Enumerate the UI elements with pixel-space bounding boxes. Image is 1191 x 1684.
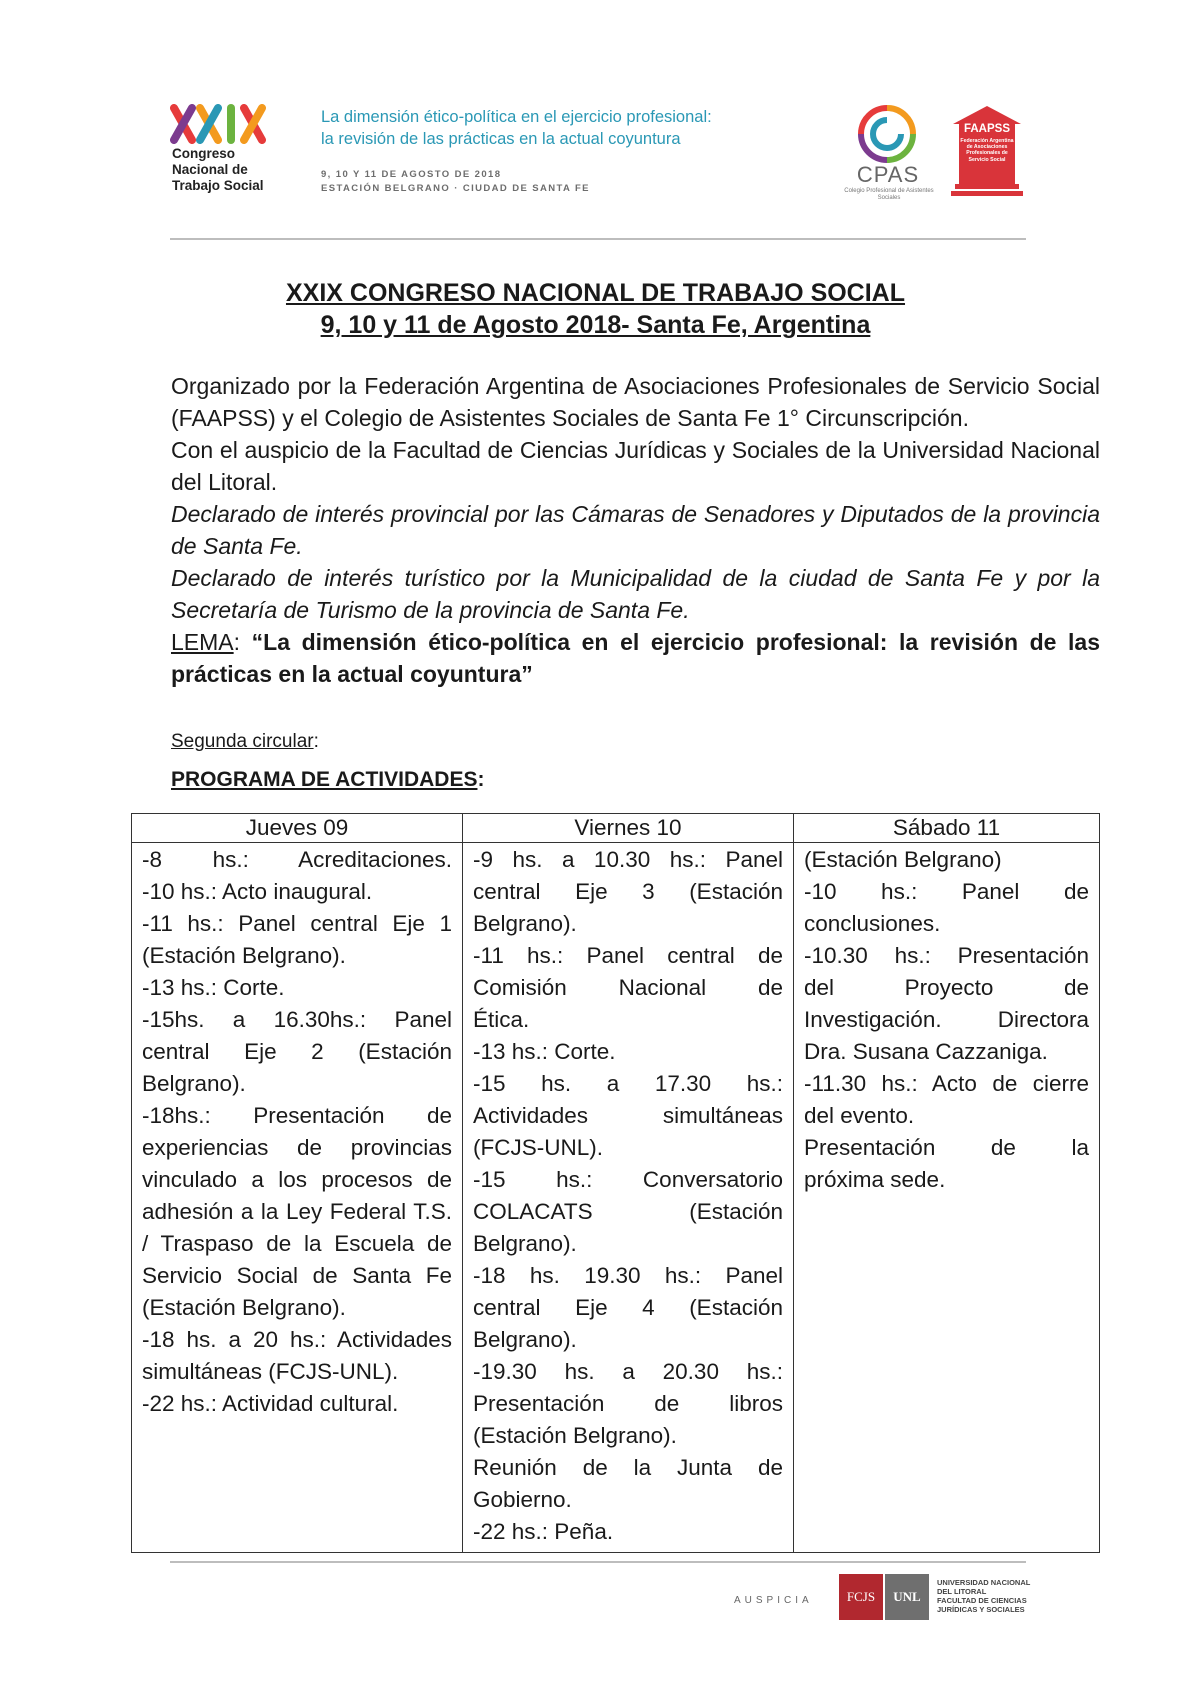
schedule-entry-line: (Estación Belgrano). <box>473 1423 677 1448</box>
schedule-entry-line: central Eje 4 (Estación <box>473 1295 783 1320</box>
intro-lema <box>171 626 1100 690</box>
lema-colon: : <box>233 629 252 655</box>
schedule-entry-line: del evento. <box>804 1103 915 1128</box>
schedule-entry-line: -10 hs.: Panel de <box>804 879 1089 904</box>
schedule-entry-line: -18 hs. 19.30 hs.: Panel <box>473 1263 783 1288</box>
schedule-entry-line: adhesión a la Ley Federal T.S. <box>142 1199 452 1224</box>
schedule-entry-line: Dra. Susana Cazzaniga. <box>804 1039 1048 1064</box>
intro-auspicio: Con el auspicio de la Facultad de Ciencias Jurídicas y Sociales de la Universidad Nacional del Litoral. <box>171 437 1100 495</box>
schedule-entry-line: central Eje 2 (Estación <box>142 1039 452 1064</box>
schedule-entry-line: -18hs.: Presentación de <box>142 1103 452 1128</box>
header-jueves: Jueves 09 <box>132 814 463 843</box>
header-sabado: Sábado 11 <box>794 814 1100 843</box>
schedule-entry-line: Ética. <box>473 1007 530 1032</box>
schedule-entry-line: -22 hs.: Peña. <box>473 1519 614 1544</box>
fcjs-logo: FCJS <box>839 1574 883 1620</box>
faapss-wordmark: FAAPSS <box>963 123 1010 135</box>
unl-line: UNIVERSIDAD NACIONAL <box>937 1578 1031 1587</box>
cpas-wordmark: CPAS <box>856 162 920 187</box>
schedule-header-row <box>132 814 1100 843</box>
schedule-entry-line: -10 hs.: Acto inaugural. <box>142 879 373 904</box>
schedule-table <box>131 813 1100 1553</box>
schedule-entry-line: Presentación de libros <box>473 1391 783 1416</box>
schedule-entry-line: -11 hs.: Panel central de <box>473 943 783 968</box>
schedule-entry-line: -15hs. a 16.30hs.: Panel <box>142 1007 452 1032</box>
schedule-entry-line: -15 hs.: Conversatorio <box>473 1167 783 1192</box>
header-divider <box>170 238 1026 240</box>
schedule-entry-line: -11 hs.: Panel central Eje 1 <box>142 911 452 936</box>
schedule-entry-line: (FCJS-UNL). <box>473 1135 603 1160</box>
schedule-entry-line: (Estación Belgrano) <box>804 847 1002 872</box>
cpas-subtitle: Colegio Profesional de Asistentes Sociales <box>844 188 934 201</box>
intro-interes-turistico: Declarado de interés turístico por la Municipalidad de la ciudad de Santa Fe y por la Secretaría de Turismo de la provincia de Santa Fe. <box>171 565 1100 623</box>
intro-block <box>171 370 1100 690</box>
intro-organizado: Organizado por la Federación Argentina de Asociaciones Profesionales de Servicio Social (FAAPSS) y el Colegio de Asistentes Sociales de Santa Fe 1° Circunscripción. <box>171 373 1100 431</box>
schedule-entry-line: Gobierno. <box>473 1487 572 1512</box>
tagline-line: La dimensión ético-política en el ejercicio profesional: <box>321 108 712 126</box>
congreso-line: Trabajo Social <box>172 178 264 193</box>
column-jueves <box>132 843 463 1553</box>
schedule-entry-line: -19.30 hs. a 20.30 hs.: <box>473 1359 783 1384</box>
schedule-entry-line: (Estación Belgrano). <box>142 1295 346 1320</box>
unl-line: FACULTAD DE CIENCIAS <box>937 1596 1027 1605</box>
schedule-entry-line: Belgrano). <box>473 1327 577 1352</box>
schedule-entry-line: central Eje 3 (Estación <box>473 879 783 904</box>
header-date <box>321 168 721 196</box>
schedule-entry-line: Comisión Nacional de <box>473 975 783 1000</box>
schedule-entry-line: Belgrano). <box>142 1071 246 1096</box>
footer-divider <box>170 1561 1026 1563</box>
schedule-entry-line: Belgrano). <box>473 911 577 936</box>
lema-label: LEMA <box>171 629 234 655</box>
intro-interes-provincial: Declarado de interés provincial por las Cámaras de Senadores y Diputados de la provincia de Santa Fe. <box>171 501 1100 559</box>
schedule-entry-line: próxima sede. <box>804 1167 946 1192</box>
schedule-entry-line: -13 hs.: Corte. <box>473 1039 616 1064</box>
tagline-line: la revisión de las prácticas en la actual coyuntura <box>321 130 681 148</box>
date-line: ESTACIÓN BELGRANO · CIUDAD DE SANTA FE <box>321 183 590 194</box>
schedule-entry-line: experiencias de provincias <box>142 1135 452 1160</box>
congreso-line: Congreso <box>172 146 236 161</box>
schedule-entry-line: -13 hs.: Corte. <box>142 975 285 1000</box>
schedule-entry-line: vinculado a los procesos de <box>142 1167 452 1192</box>
schedule-entry-line: -15 hs. a 17.30 hs.: <box>473 1071 783 1096</box>
schedule-entry-line: Presentación de la <box>804 1135 1089 1160</box>
date-line: 9, 10 Y 11 DE AGOSTO DE 2018 <box>321 169 502 180</box>
header-tagline <box>321 106 791 150</box>
segunda-circular <box>171 731 319 753</box>
schedule-entry-line: conclusiones. <box>804 911 941 936</box>
schedule-entry-line: -11.30 hs.: Acto de cierre <box>804 1071 1089 1096</box>
column-viernes <box>463 843 794 1553</box>
unl-logo: UNL <box>885 1574 929 1620</box>
schedule-entry-line: Servicio Social de Santa Fe <box>142 1263 452 1288</box>
programa-heading <box>171 768 484 792</box>
schedule-entry-line: Investigación. Directora <box>804 1007 1089 1032</box>
congreso-lines <box>172 146 302 194</box>
schedule-entry-line: -22 hs.: Actividad cultural. <box>142 1391 399 1416</box>
schedule-body-row <box>132 843 1100 1553</box>
schedule-entry-line: -10.30 hs.: Presentación <box>804 943 1089 968</box>
header-viernes: Viernes 10 <box>463 814 794 843</box>
schedule-entry-line: -9 hs. a 10.30 hs.: Panel <box>473 847 783 872</box>
schedule-entry-line: -8 hs.: Acreditaciones. <box>142 847 452 872</box>
segunda-circular-colon: : <box>313 731 319 752</box>
schedule-entry-line: simultáneas (FCJS-UNL). <box>142 1359 399 1384</box>
schedule-entry-line: del Proyecto de <box>804 975 1089 1000</box>
faapss-subtitle: Federación Argentina de Asociaciones Profesionales de Servicio Social <box>960 138 1014 163</box>
xxix-logo-icon <box>170 104 282 144</box>
schedule-entry-line: COLACATS (Estación <box>473 1199 783 1224</box>
schedule-entry-line: / Traspaso de la Escuela de <box>142 1231 452 1256</box>
schedule-entry-line: Belgrano). <box>473 1231 577 1256</box>
page-subtitle: 9, 10 y 11 de Agosto 2018- Santa Fe, Argentina <box>320 311 871 339</box>
segunda-circular-label: Segunda circular <box>171 731 314 752</box>
auspicia-label: AUSPICIA <box>734 1595 813 1606</box>
unl-text <box>937 1578 1037 1614</box>
schedule-entry-line: Actividades simultáneas <box>473 1103 783 1128</box>
schedule-entry-line: -18 hs. a 20 hs.: Actividades <box>142 1327 452 1352</box>
unl-line: JURÍDICAS Y SOCIALES <box>937 1605 1025 1614</box>
lema-text: “La dimensión ético-política en el ejercicio profesional: la revisión de las prácticas en la actual coyuntura” <box>171 629 1100 687</box>
schedule-entry-line: Reunión de la Junta de <box>473 1455 783 1480</box>
unl-line: DEL LITORAL <box>937 1587 987 1596</box>
programa-colon: : <box>477 768 485 791</box>
schedule-entry-line: (Estación Belgrano). <box>142 943 346 968</box>
congreso-line: Nacional de <box>172 162 248 177</box>
column-sabado <box>794 843 1100 1553</box>
programa-label: PROGRAMA DE ACTIVIDADES <box>171 768 478 791</box>
page-title: XXIX CONGRESO NACIONAL DE TRABAJO SOCIAL <box>285 279 906 307</box>
cpas-logo-icon <box>852 102 922 164</box>
